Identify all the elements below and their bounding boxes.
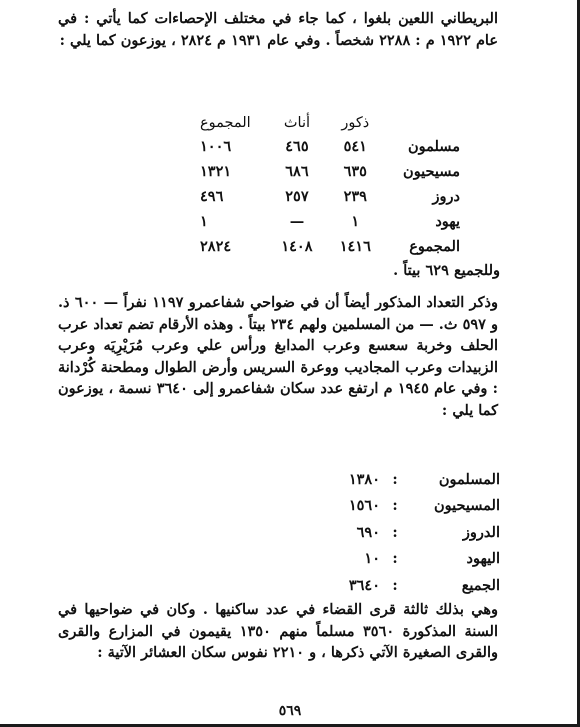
row-female: ٦٨٦ bbox=[285, 163, 309, 180]
table-header-total: المجموع bbox=[200, 115, 251, 131]
item-label: اليهود bbox=[466, 550, 500, 568]
item-value: ١٠ bbox=[364, 550, 380, 568]
item-label: الدروز bbox=[462, 523, 500, 541]
item-label: الجميع bbox=[461, 576, 500, 594]
list-item bbox=[320, 493, 500, 520]
table-row-total bbox=[200, 234, 460, 259]
row-label: يهود bbox=[435, 213, 460, 230]
item-value: ٦٩٠ bbox=[356, 523, 380, 541]
table-row bbox=[200, 209, 460, 234]
table-header-female: أناث bbox=[283, 115, 311, 131]
row-male: ١٤١٦ bbox=[339, 238, 371, 255]
row-total: ١ bbox=[200, 213, 208, 230]
list-item bbox=[320, 519, 500, 546]
page-number: ٥٦٩ bbox=[278, 703, 302, 719]
row-total: ١٠٠٦ bbox=[200, 138, 232, 155]
population-table-1945 bbox=[320, 466, 500, 599]
row-label: المجموع bbox=[409, 238, 460, 255]
item-separator: : bbox=[392, 550, 398, 568]
table-row bbox=[200, 184, 460, 209]
row-male: ٢٣٩ bbox=[343, 188, 367, 205]
row-label: مسيحيون bbox=[403, 163, 460, 180]
item-value: ١٣٨٠ bbox=[348, 470, 380, 488]
row-male: ٦٣٥ bbox=[343, 163, 367, 180]
list-item bbox=[320, 546, 500, 573]
row-male: ١ bbox=[351, 213, 360, 230]
table-header-empty bbox=[384, 112, 460, 134]
paragraph-suburbs: وذكر التعداد المذكور أيضاً أن في ضواحي شفاعمرو ١١٩٧ نفراً — ٦٠٠ ذ. و ٥٩٧ ث. — من المسلمين ولهم ٢٣٤ بيتاً . وهذه الأرقام تضم تعداد عرب الحلف وخربة سعسع وعرب المدابغ ورأس علي وعرب مُرَيْرِيَه وعرب الزبيدات وعرب المجاديب ووعرة السريس وأرض الطوال ومطحنة كُرْدانة : وفي عام ١٩٤٥ م ارتفع عدد سكان شفاعمرو إلى ٣٦٤٠ نسمة ، يوزعون كما يلي : bbox=[58, 294, 498, 419]
row-total: ٤٩٦ bbox=[200, 188, 224, 205]
row-total: ١٣٢١ bbox=[200, 163, 232, 180]
row-female: ٢٥٧ bbox=[285, 188, 309, 205]
houses-note: وللجميع ٦٢٩ بيتاً . bbox=[393, 262, 500, 279]
population-table-1931 bbox=[200, 112, 460, 259]
row-male: ٥٤١ bbox=[343, 138, 367, 155]
list-item bbox=[320, 572, 500, 599]
item-separator: : bbox=[392, 497, 398, 515]
paragraph-intro: البريطاني اللعين بلغوا ، كما جاء في مختلف الإحصاءات كما يأتي : في عام ١٩٢٢ م : ٢٢٨٨ شخصاً . وفي عام ١٩٣١ م ٢٨٢٤ ، يوزعون كما يلي : bbox=[58, 10, 498, 49]
table-row bbox=[200, 159, 460, 184]
item-separator: : bbox=[392, 576, 398, 594]
table-header-row bbox=[200, 112, 460, 134]
item-separator: : bbox=[392, 523, 398, 541]
row-label: مسلمون bbox=[407, 138, 460, 155]
list-item bbox=[320, 466, 500, 493]
row-female: ٤٦٥ bbox=[285, 138, 309, 155]
row-total: ٢٨٢٤ bbox=[200, 238, 232, 255]
row-female: ١٤٠٨ bbox=[281, 238, 313, 255]
row-label: دروز bbox=[432, 188, 460, 205]
item-value: ١٥٦٠ bbox=[348, 497, 380, 515]
paragraph-ranking: وهي بذلك ثالثة قرى القضاء في عدد ساكنيها . وكان في ضواحيها في السنة المذكورة ٣٥٦٠ مسلماً منهم ١٣٥٠ يقيمون في المزارع والقرى والقرى الصغيرة الآتي ذكرها ، و ٢٢١٠ نفوس سكان العشائر الآتية : bbox=[58, 601, 499, 661]
item-label: المسيحيون bbox=[433, 497, 500, 515]
item-label: المسلمون bbox=[438, 470, 500, 488]
item-separator: : bbox=[392, 470, 398, 488]
item-value: ٣٦٤٠ bbox=[348, 576, 380, 594]
row-female: — bbox=[289, 213, 305, 230]
table-header-male: ذكور bbox=[341, 115, 370, 131]
table-row bbox=[200, 134, 460, 159]
